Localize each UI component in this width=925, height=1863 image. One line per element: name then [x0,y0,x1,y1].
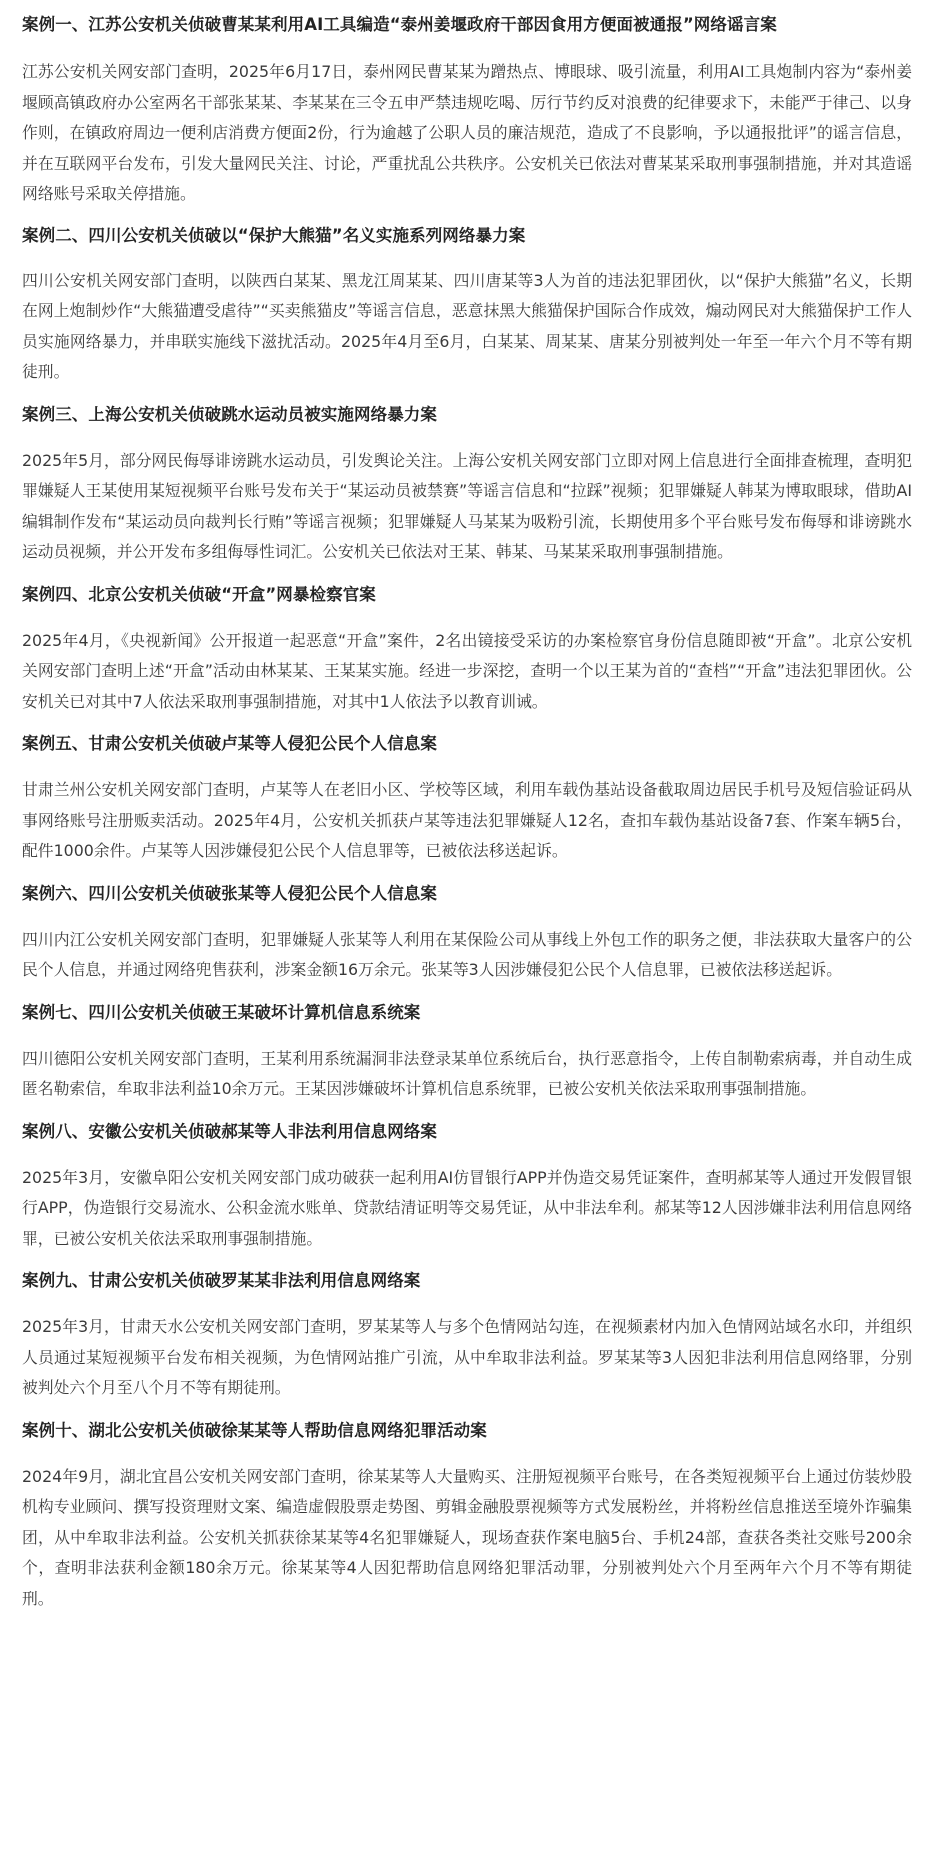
case-3-body: 2025年5月，部分网民侮辱诽谤跳水运动员，引发舆论关注。上海公安机关网安部门立即对网上信息进行全面排查梳理，查明犯罪嫌疑人王某使用某短视频平台账号发布关于“某运动员被禁赛”等谣言信息和“拉踩”视频；犯罪嫌疑人韩某为博取眼球，借助AI编辑制作发布“某运动员向裁判长行贿”等谣言视频；犯罪嫌疑人马某某为吸粉引流，长期使用多个平台账号发布侮辱和诽谤跳水运动员视频，并公开发布多组侮辱性词汇。公安机关已依法对王某、韩某、马某某采取刑事强制措施。 [22,450,912,561]
case-8-body: 2025年3月，安徽阜阳公安机关网安部门成功破获一起利用AI仿冒银行APP并伪造交易凭证案件，查明郝某等人通过开发假冒银行APP，伪造银行交易流水、公积金流水账单、贷款结清证明等交易凭证，从中非法牟利。郝某等12人因涉嫌非法利用信息网络罪，已被公安机关依法采取刑事强制措施。 [22,1167,912,1248]
case-7-body: 四川德阳公安机关网安部门查明，王某利用系统漏洞非法登录某单位系统后台，执行恶意指令，上传自制勒索病毒，并自动生成匿名勒索信，牟取非法利益10余万元。王某因涉嫌破坏计算机信息系统罪，已被公安机关依法采取刑事强制措施。 [22,1048,912,1098]
case-6-title: 案例六、四川公安机关侦破张某等人侵犯公民个人信息案 [22,883,437,903]
case-2-body: 四川公安机关网安部门查明，以陕西白某某、黑龙江周某某、四川唐某等3人为首的违法犯罪团伙，以“保护大熊猫”名义，长期在网上炮制炒作“大熊猫遭受虐待”“买卖熊猫皮”等谣言信息，恶意抹黑大熊猫保护国际合作成效，煽动网民对大熊猫保护工作人员实施网络暴力，并串联实施线下滋扰活动。2025年4月至6月，白某某、周某某、唐某分别被判处一年至一年六个月不等有期徒刑。 [22,270,912,381]
case-4-body: 2025年4月，《央视新闻》公开报道一起恶意“开盒”案件，2名出镜接受采访的办案检察官身份信息随即被“开盒”。北京公安机关网安部门查明上述“开盒”活动由林某某、王某某实施。经进一步深挖，查明一个以王某为首的“查档”“开盒”违法犯罪团伙。公安机关已对其中7人依法采取刑事强制措施，对其中1人依法予以教育训诫。 [22,630,912,711]
case-1-title: 案例一、江苏公安机关侦破曹某某利用AI工具编造“泰州姜堰政府干部因食用方便面被通报”网络谣言案 [22,15,777,34]
case-9-title: 案例九、甘肃公安机关侦破罗某某非法利用信息网络案 [22,1271,421,1290]
case-8-title: 案例八、安徽公安机关侦破郝某等人非法利用信息网络案 [22,1121,437,1141]
case-5-body: 甘肃兰州公安机关网安部门查明，卢某等人在老旧小区、学校等区域，利用车载伪基站设备截取周边居民手机号及短信验证码从事网络账号注册贩卖活动。2025年4月，公安机关抓获卢某等违法犯罪嫌疑人12名，查扣车载伪基站设备7套、作案车辆5台，配件1000余件。卢某等人因涉嫌侵犯公民个人信息罪等，已被依法移送起诉。 [22,780,912,860]
case-3-title: 案例三、上海公安机关侦破跳水运动员被实施网络暴力案 [22,404,437,424]
case-9-body: 2025年3月，甘肃天水公安机关网安部门查明，罗某某等人与多个色情网站勾连，在视频素材内加入色情网站域名水印，并组织人员通过某短视频平台发布相关视频，为色情网站推广引流，从中牟取非法利益。罗某某等3人因犯非法利用信息网络罪，分别被判处六个月至八个月不等有期徒刑。 [22,1317,912,1397]
case-1-body: 江苏公安机关网安部门查明，2025年6月17日，泰州网民曹某某为蹭热点、博眼球、吸引流量，利用AI工具炮制内容为“泰州姜堰顾高镇政府办公室两名干部张某某、李某某在三令五申严禁违规吃喝、厉行节约反对浪费的纪律要求下，未能严于律己、以身作则，在镇政府周边一便利店消费方便面2份，行为逾越了公职人员的廉洁规范，造成了不良影响，予以通报批评”的谣言信息，并在互联网平台发布，引发大量网民关注、讨论，严重扰乱公共秩序。公安机关已依法对曹某某采取刑事强制措施，并对其造谣网络账号采取关停措施。 [22,62,912,203]
case-10-body: 2024年9月，湖北宜昌公安机关网安部门查明，徐某某等人大量购买、注册短视频平台账号，在各类短视频平台上通过仿装炒股机构专业顾问、撰写投资理财文案、编造虚假股票走势图、剪辑金融股票视频等方式发展粉丝，并将粉丝信息推送至境外诈骗集团，从中牟取非法利益。公安机关抓获徐某某等4名犯罪嫌疑人，现场查获作案电脑5台、手机24部，查获各类社交账号200余个，查明非法获利金额180余万元。徐某某等4人因犯帮助信息网络犯罪活动罪，分别被判处六个月至两年六个月不等有期徒刑。 [22,1466,912,1608]
case-5-title: 案例五、甘肃公安机关侦破卢某等人侵犯公民个人信息案 [22,734,437,753]
article [0,14,925,1614]
case-4-title: 案例四、北京公安机关侦破“开盒”网暴检察官案 [22,584,376,604]
case-6-body: 四川内江公安机关网安部门查明，犯罪嫌疑人张某等人利用在某保险公司从事线上外包工作的职务之便，非法获取大量客户的公民个人信息，并通过网络兜售获利，涉案金额16万余元。张某等3人因涉嫌侵犯公民个人信息罪，已被依法移送起诉。 [22,929,912,979]
case-10-title: 案例十、湖北公安机关侦破徐某某等人帮助信息网络犯罪活动案 [22,1420,487,1440]
case-2-title: 案例二、四川公安机关侦破以“保护大熊猫”名义实施系列网络暴力案 [22,225,526,245]
case-7-title: 案例七、四川公安机关侦破王某破坏计算机信息系统案 [22,1002,421,1022]
